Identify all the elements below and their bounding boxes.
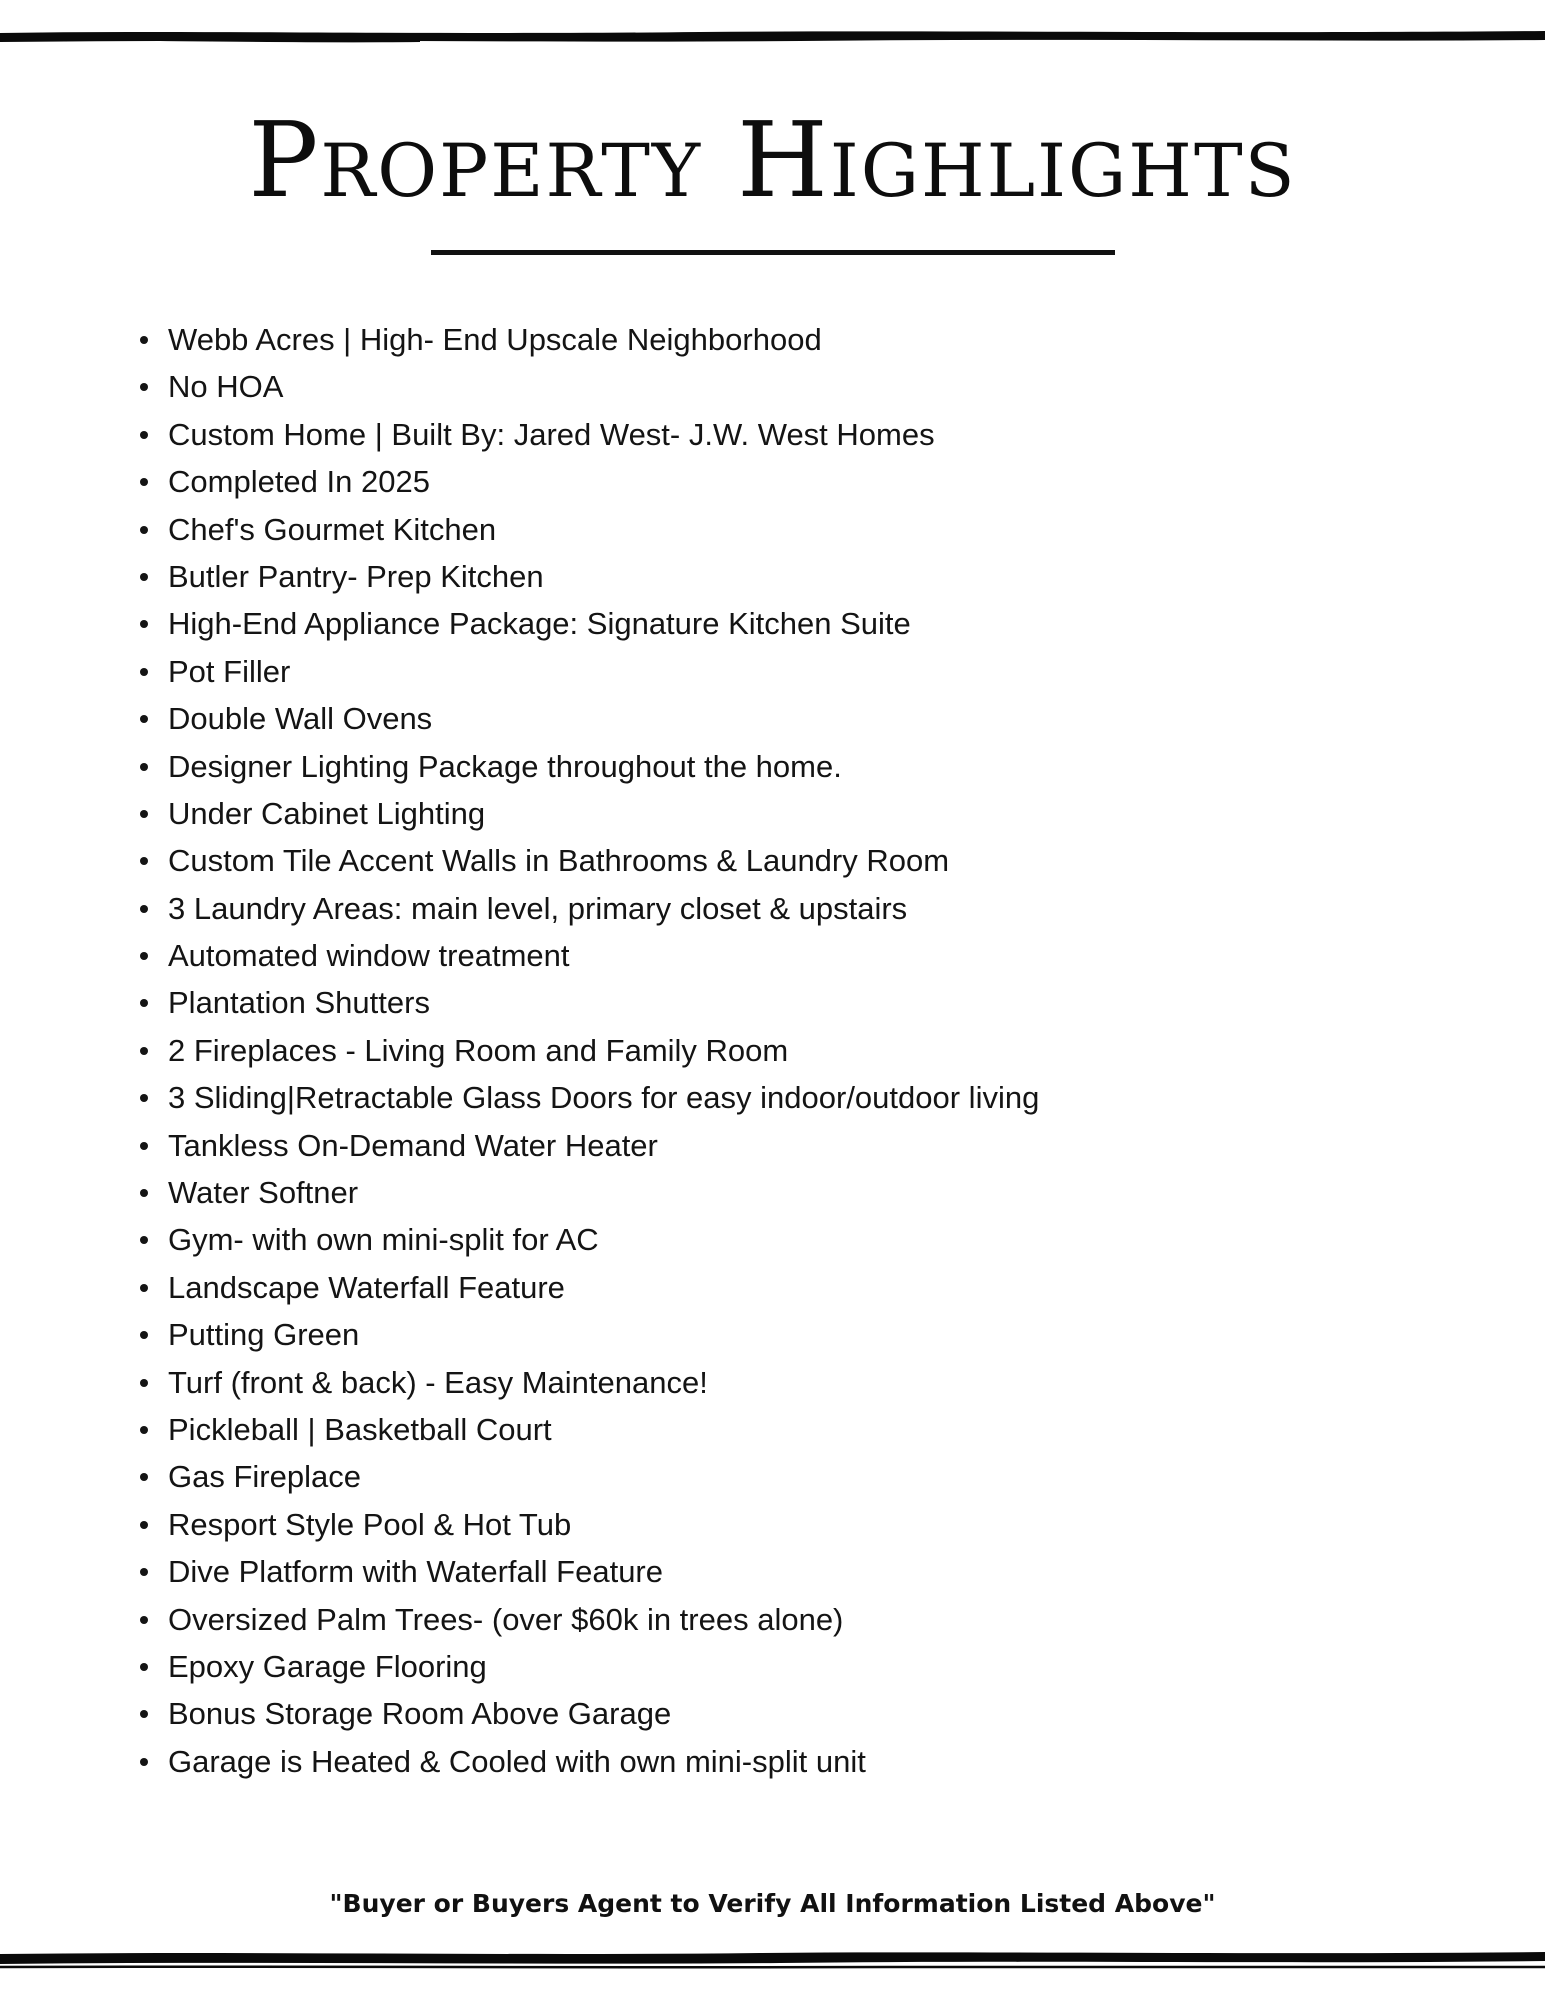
highlight-text: No HOA: [168, 369, 284, 405]
highlight-text: Turf (front & back) - Easy Maintenance!: [168, 1364, 708, 1400]
bullet-icon: [140, 1379, 148, 1387]
bullet-icon: [140, 1473, 148, 1481]
highlight-text: Double Wall Ovens: [168, 701, 433, 737]
bullet-icon: [140, 905, 148, 913]
highlight-text: Putting Green: [168, 1317, 360, 1353]
highlight-item: [168, 648, 1039, 695]
highlight-text: Custom Tile Accent Walls in Bathrooms & Laundry Room: [168, 843, 950, 879]
highlight-item: [168, 1596, 1039, 1643]
bullet-icon: [140, 573, 148, 581]
bullet-icon: [140, 1568, 148, 1576]
bullet-icon: [140, 478, 148, 486]
highlight-text: Webb Acres | High- End Upscale Neighborhood: [168, 322, 822, 357]
bullet-icon: [140, 431, 148, 439]
bullet-icon: [140, 1710, 148, 1718]
bottom-brush-border: [0, 1948, 1545, 1970]
highlight-item: [168, 1074, 1039, 1121]
highlight-text: 3 Sliding|Retractable Glass Doors for easy indoor/outdoor living: [168, 1080, 1040, 1116]
highlight-item: [168, 695, 1039, 742]
highlight-text: 3 Laundry Areas: main level, primary closet & upstairs: [168, 890, 908, 926]
bullet-icon: [140, 1236, 148, 1244]
highlight-item: [168, 363, 1039, 410]
highlight-text: Pot Filler: [168, 653, 291, 689]
bullet-icon: [140, 526, 148, 534]
highlight-item: [168, 1643, 1039, 1690]
title-underline: [431, 250, 1115, 255]
highlight-item: [168, 1453, 1039, 1500]
page-title: Property Highlights: [248, 99, 1297, 221]
highlight-item: [168, 1216, 1039, 1263]
bullet-icon: [140, 1094, 148, 1102]
highlight-item: [168, 316, 1039, 363]
bullet-icon: [140, 810, 148, 818]
highlight-text: Designer Lighting Package throughout the home.: [168, 748, 842, 784]
bullet-icon: [140, 1047, 148, 1055]
highlight-item: [168, 1311, 1039, 1358]
highlight-text: Gym- with own mini-split for AC: [168, 1222, 599, 1258]
highlight-text: 2 Fireplaces - Living Room and Family Room: [168, 1032, 789, 1068]
top-brush-border: [0, 26, 1545, 46]
highlight-item: [168, 553, 1039, 600]
disclaimer-text: "Buyer or Buyers Agent to Verify All Information Listed Above": [329, 1889, 1216, 1918]
highlight-text: Under Cabinet Lighting: [168, 795, 486, 831]
highlight-item: [168, 743, 1039, 790]
bullet-icon: [140, 1426, 148, 1434]
highlight-text: Water Softner: [168, 1175, 359, 1211]
highlight-item: [168, 506, 1039, 553]
bullet-icon: [140, 1616, 148, 1624]
bullet-icon: [140, 1142, 148, 1150]
highlight-item: [168, 1027, 1039, 1074]
highlight-text: Oversized Palm Trees- (over $60k in trees alone): [168, 1601, 844, 1637]
highlight-text: Resport Style Pool & Hot Tub: [168, 1506, 572, 1542]
highlights-list: [138, 316, 1039, 1785]
highlight-text: Landscape Waterfall Feature: [168, 1269, 565, 1305]
bullet-icon: [140, 383, 148, 391]
bullet-icon: [140, 620, 148, 628]
bullet-icon: [140, 1663, 148, 1671]
highlight-item: [168, 932, 1039, 979]
highlight-text: Plantation Shutters: [168, 985, 430, 1021]
highlight-item: [168, 411, 1039, 458]
highlight-text: Custom Home | Built By: Jared West- J.W. West Homes: [168, 416, 935, 452]
highlight-item: [168, 790, 1039, 837]
highlight-text: Butler Pantry- Prep Kitchen: [168, 558, 544, 594]
highlight-item: [168, 979, 1039, 1026]
bullet-icon: [140, 763, 148, 771]
highlight-item: [168, 837, 1039, 884]
bullet-icon: [140, 336, 148, 344]
bullet-icon: [140, 1189, 148, 1197]
highlight-text: Tankless On-Demand Water Heater: [168, 1127, 658, 1163]
highlight-item: [168, 1548, 1039, 1595]
bullet-icon: [140, 857, 148, 865]
bullet-icon: [140, 952, 148, 960]
highlight-item: [168, 1264, 1039, 1311]
highlight-item: [168, 1406, 1039, 1453]
highlight-text: Garage is Heated & Cooled with own mini-split unit: [168, 1743, 866, 1779]
highlight-item: [168, 1359, 1039, 1406]
highlight-item: [168, 1738, 1039, 1785]
bullet-icon: [140, 1284, 148, 1292]
highlight-item: [168, 1501, 1039, 1548]
highlight-text: Pickleball | Basketball Court: [168, 1411, 552, 1447]
highlight-text: Completed In 2025: [168, 464, 430, 500]
highlight-item: [168, 1122, 1039, 1169]
highlight-item: [168, 458, 1039, 505]
bullet-icon: [140, 1758, 148, 1766]
highlight-text: Gas Fireplace: [168, 1459, 361, 1495]
highlight-text: Epoxy Garage Flooring: [168, 1648, 487, 1684]
bullet-icon: [140, 999, 148, 1007]
highlight-text: Automated window treatment: [168, 938, 570, 974]
highlight-item: [168, 885, 1039, 932]
highlight-item: [168, 600, 1039, 647]
bullet-icon: [140, 668, 148, 676]
bullet-icon: [140, 1521, 148, 1529]
highlight-text: High-End Appliance Package: Signature Kitchen Suite: [168, 606, 911, 642]
highlight-text: Chef's Gourmet Kitchen: [168, 511, 497, 547]
highlight-text: Bonus Storage Room Above Garage: [168, 1696, 672, 1732]
bullet-icon: [140, 715, 148, 723]
bullet-icon: [140, 1331, 148, 1339]
highlight-item: [168, 1169, 1039, 1216]
highlight-text: Dive Platform with Waterfall Feature: [168, 1554, 664, 1590]
highlight-item: [168, 1690, 1039, 1737]
